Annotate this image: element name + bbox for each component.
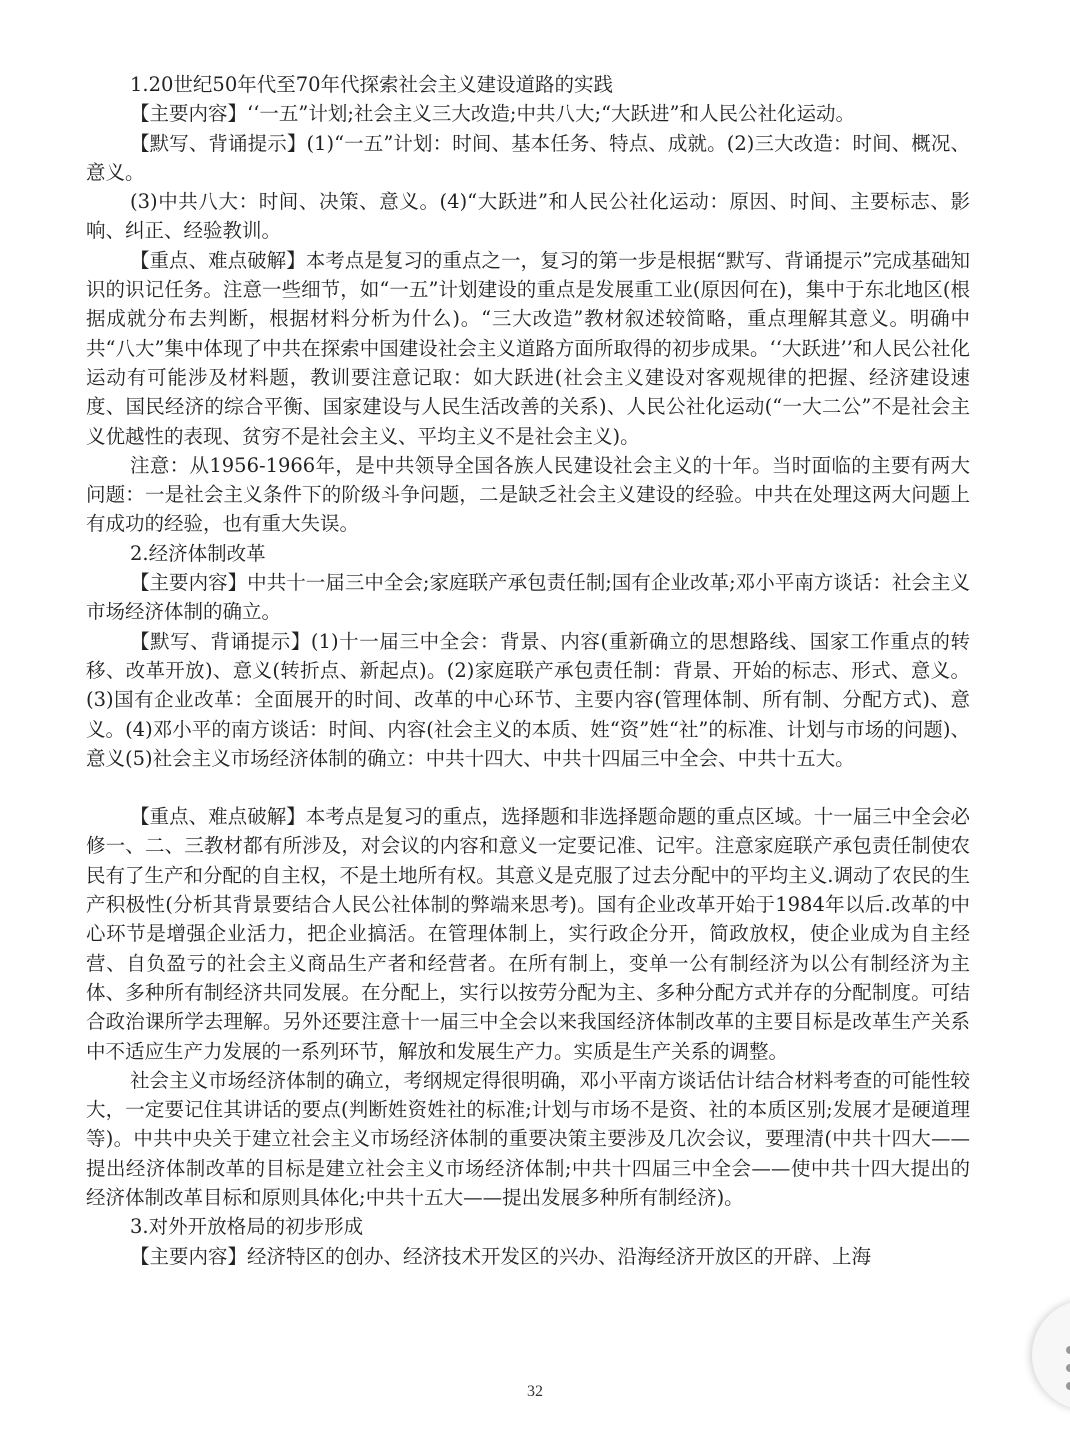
menu-dot-icon — [1066, 1346, 1070, 1354]
menu-dot-icon — [1066, 1364, 1070, 1372]
paragraph-recitation-tips-1: 【默写、背诵提示】(1)“一五”计划：时间、基本任务、特点、成就。(2)三大改造：时间、概况、意义。 — [86, 131, 970, 184]
section-heading-2: 2.经济体制改革 — [130, 541, 266, 565]
paragraph-main-content-3: 【主要内容】经济特区的创办、经济技术开发区的兴办、沿海经济开放区的开辟、上海 — [130, 1244, 872, 1268]
paragraph-note-1: 注意：从1956-1966年，是中共领导全国各族人民建设社会主义的十年。当时面临的主要有两大问题：一是社会主义条件下的阶级斗争问题，二是缺乏社会主义建设的经验。中共在处理这两大问题上有成功的经验，也有重大失误。 — [86, 453, 970, 536]
paragraph-recitation-tips-1-cont: (3)中共八大：时间、决策、意义。(4)“大跃进”和人民公社化运动：原因、时间、主要标志、影响、纠正、经验教训。 — [86, 190, 970, 243]
document-body — [86, 70, 970, 1271]
paragraph-market-economy: 社会主义市场经济体制的确立，考纲规定得很明确，邓小平南方谈话估计结合材料考查的可能性较大，一定要记住其讲话的要点(判断姓资姓社的标准;计划与市场不是资、社的本质区别;发展才是硬道理等)。中共中央关于建立社会主义市场经济体制的重要决策主要涉及几次会议，要理清(中共十四大——提出经济体制改革的目标是建立社会主义市场经济体制;中共十四届三中全会——使中共十四大提出的经济体制改革目标和原则具体化;中共十五大——提出发展多种所有制经济)。 — [86, 1068, 970, 1209]
paragraph-main-content-1: 【主要内容】‘‘一五”计划;社会主义三大改造;中共八大;“大跃进”和人民公社化运动。 — [130, 102, 856, 126]
menu-dot-icon — [1066, 1382, 1070, 1390]
section-heading-1: 1.20世纪50年代至70年代探索社会主义建设道路的实践 — [130, 73, 614, 96]
section-heading-3: 3.对外开放格局的初步形成 — [130, 1215, 364, 1239]
paragraph-key-points-2: 【重点、难点破解】本考点是复习的重点，选择题和非选择题命题的重点区域。十一届三中全会必修一、二、三教材都有所涉及，对会议的内容和意义一定要记准、记牢。注意家庭联产承包责任制使农民有了生产和分配的自主权，不是土地所有权。其意义是克服了过去分配中的平均主义.调动了农民的生产积极性(分析其背景要结合人民公社体制的弊端来思考)。国有企业改革开始于1984年以后.改革的中心环节是增强企业活力，把企业搞活。在管理体制上，实行政企分开，简政放权，使企业成为自主经营、自负盈亏的社会主义商品生产者和经营者。在所有制上，变单一公有制经济为以公有制经济为主体、多种所有制经济共同发展。在分配上，实行以按劳分配为主、多种分配方式并存的分配制度。可结合政治课所学去理解。另外还要注意十一届三中全会以来我国经济体制改革的主要目标是改革生产关系中不适应生产力发展的一系列环节，解放和发展生产力。实质是生产关系的调整。 — [86, 805, 970, 1063]
paragraph-main-content-2: 【主要内容】中共十一届三中全会;家庭联产承包责任制;国有企业改革;邓小平南方谈话：社会主义市场经济体制的确立。 — [86, 571, 970, 624]
page-number: 32 — [527, 1383, 543, 1400]
paragraph-key-points-1: 【重点、难点破解】本考点是复习的重点之一，复习的第一步是根据“默写、背诵提示”完成基础知识的识记任务。注意一些细节，如“一五”计划建设的重点是发展重工业(原因何在)，集中于东北地区(根据成就分布去判断，根据材料分析为什么)。“三大改造”教材叙述较简略，重点理解其意义。明确中共“八大”集中体现了中共在探索中国建设社会主义道路方面所取得的初步成果。‘‘大跃进’’和人民公社化运动有可能涉及材料题，教训要注意记取：如大跃进(社会主义建设对客观规律的把握、经济建设速度、国民经济的综合平衡、国家建设与人民生活改善的关系)、人民公社化运动(“一大二公”不是社会主义优越性的表现、贫穷不是社会主义、平均主义不是社会主义)。 — [86, 248, 970, 448]
paragraph-gap — [86, 773, 970, 802]
paragraph-recitation-tips-2: 【默写、背诵提示】(1)十一届三中全会：背景、内容(重新确立的思想路线、国家工作重点的转移、改革开放)、意义(转折点、新起点)。(2)家庭联产承包责任制：背景、开始的标志、形式、意义。(3)国有企业改革：全面展开的时间、改革的中心环节、主要内容(管理体制、所有制、分配方式)、意义。(4)邓小平的南方谈话：时间、内容(社会主义的本质、姓“资”姓“社”的标准、计划与市场的问题)、意义(5)社会主义市场经济体制的确立：中共十四大、中共十四届三中全会、中共十五大。 — [86, 629, 970, 770]
